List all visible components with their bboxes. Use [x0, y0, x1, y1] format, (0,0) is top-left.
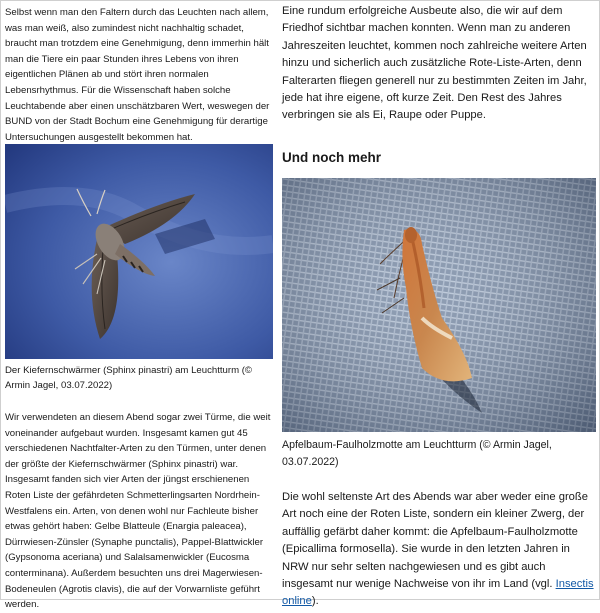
photo2-caption: Apfelbaum-Faulholzmotte am Leuchtturm (© Armin Jagel, 03.07.2022): [282, 439, 552, 468]
photo1-caption: Der Kiefernschwärmer (Sphinx pinastri) am Leuchtturm (© Armin Jagel, 03.07.2022): [5, 365, 252, 391]
photo-pine-hawk-moth: [5, 144, 273, 359]
intro-paragraph-left: Selbst wenn man den Faltern durch das Leuchten nach allem, was man weiß, also zumindest nicht nachhaltig schadet, braucht man trotzdem eine Genehmigung, denn immerhin hält man die Tiere ein paar Stunden ihres Lebens von ihren eigentlichen Plänen ab und stört ihren normalen Lebensrhythmus. Für die Wissenschaft haben solche Leuchtabende aber einen unschätzbaren Wert, weswegen der BUND von der Stadt Bochum eine Genehmigung für derartige Untersuchungen ausgestellt bekommen hat.: [5, 7, 270, 143]
body-paragraph-right: [282, 489, 596, 611]
body-text-before-link: Die wohl seltenste Art des Abends war aber weder eine große Art noch eine der Roten Liste, sondern ein kleiner Zwerg, der auffällig gefärbt daher kommt: die Apfelbaum-Faulholzmotte (Epicallima formosella). Sie wurde in den letzten Jahren in NRW nur sehr selten nachgewiesen und es gibt auch insgesamt nur wenige Nachweise von ihr im Land (vgl.: [282, 491, 588, 591]
photo-faulholzmotte: [282, 178, 596, 432]
intro-paragraph-right: Eine rundum erfolgreiche Ausbeute also, die wir auf dem Friedhof sichtbar machen konnten. Wenn man zu anderen Jahreszeiten leuchtet, kommen noch zahlreiche weitere Arten hinzu und sicherlich auch zusätzliche Rote-Liste-Arten, denn Falterarten fliegen generell nur zu bestimmten Zeiten im Jahr, jede hat ihre eigene, oft kurze Zeit. Den Rest des Jahres verbringen sie als Ei, Raupe oder Puppe.: [282, 5, 587, 122]
section-heading: Und noch mehr: [282, 150, 382, 165]
body-text-after-link: ).: [311, 595, 319, 608]
body-paragraph-left: Wir verwendeten an diesem Abend sogar zwei Türme, die weit voneinander aufgebaut wurden. Insgesamt kamen gut 45 verschiedenen Nachtfalter-Arten zu den Türmen, unter denen der größte der Kiefernschwärmer (Sphinx pinastri) war. Insgesamt fanden sich vier Arten der jüngst erschienenen Roten Liste der gefährdeten Schmetterlingsarten Nordrhein-Westfalens ein. Arten, von denen wohl nur Fachleute bisher etwas gehört haben: Gelbe Blatteule (Enargia paleacea), Dürrwiesen-Zünsler (Synaphe punctalis), Pappel-Blattwickler (Gypsonoma aceriana) und Salalsamenwickler (Eucosma conterminana). Außerdem besuchten uns drei Magerwiesen-Bodeneulen (Agrotis clavis), die auf der Vorwarnliste geführt werden.: [5, 412, 271, 611]
insectis-online-link[interactable]: Insectis online: [282, 578, 594, 608]
